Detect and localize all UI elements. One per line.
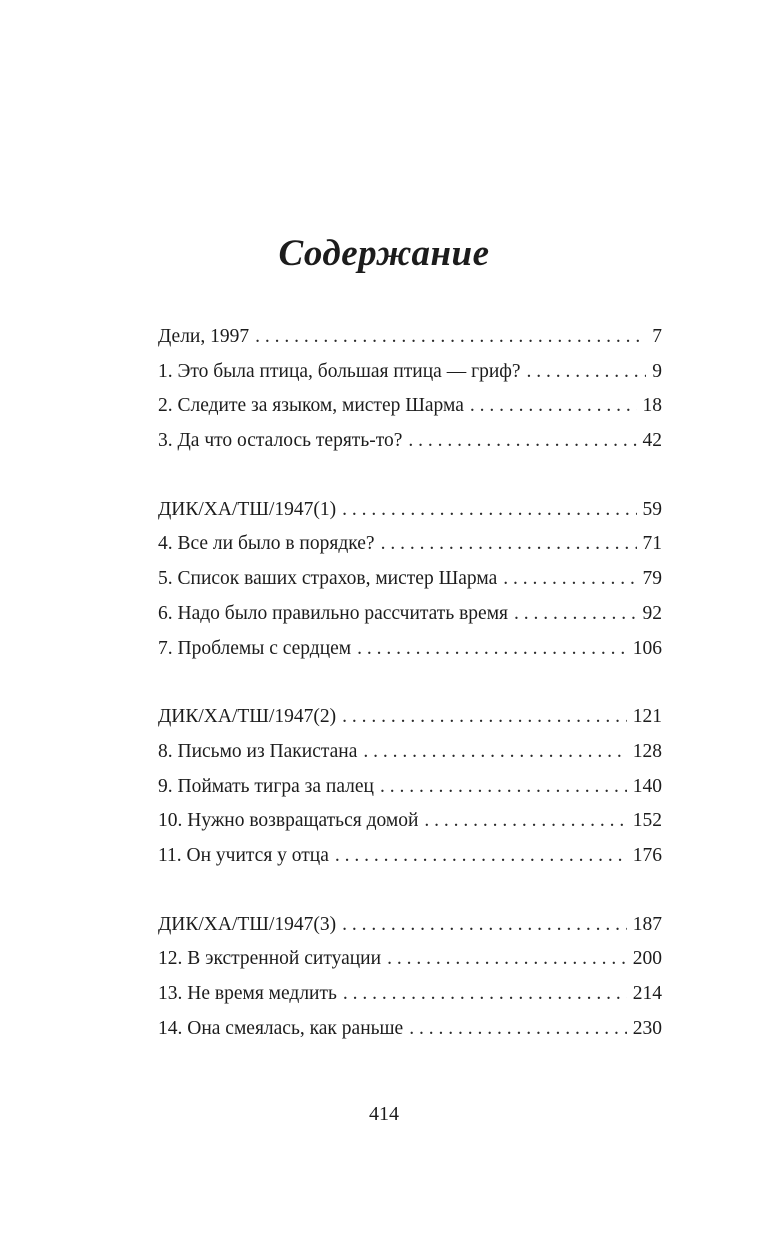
toc-entry-label: 5. Список ваших страхов, мистер Шарма bbox=[158, 568, 498, 590]
dot-leader bbox=[342, 493, 636, 528]
toc-entry-page: 106 bbox=[632, 637, 662, 659]
toc-entry-page: 152 bbox=[632, 810, 662, 832]
dot-leader bbox=[527, 355, 647, 390]
toc-entry bbox=[158, 839, 662, 874]
toc-entry-page: 128 bbox=[632, 740, 662, 762]
toc-entry-page: 121 bbox=[632, 706, 662, 728]
dot-leader bbox=[363, 735, 626, 770]
toc-entry-page: 9 bbox=[652, 360, 662, 382]
toc-entry bbox=[158, 908, 662, 943]
toc-section-4 bbox=[158, 908, 662, 1047]
toc-entry bbox=[158, 493, 662, 528]
toc-entry bbox=[158, 527, 662, 562]
toc-entry-page: 187 bbox=[632, 913, 662, 935]
dot-leader bbox=[343, 977, 627, 1012]
page-title: Содержание bbox=[278, 232, 490, 274]
toc-entry-label: 14. Она смеялась, как раньше bbox=[158, 1017, 404, 1039]
toc-entry-page: 200 bbox=[632, 948, 662, 970]
toc-section-1 bbox=[158, 320, 662, 459]
toc-entry bbox=[158, 700, 662, 735]
dot-leader bbox=[357, 632, 627, 667]
toc-entry bbox=[158, 562, 662, 597]
dot-leader bbox=[424, 804, 626, 839]
toc-entry-page: 79 bbox=[642, 568, 662, 590]
toc-entry-label: 13. Не время медлить bbox=[158, 983, 337, 1004]
toc-entry bbox=[158, 977, 662, 1012]
dot-leader bbox=[342, 908, 627, 943]
toc-entry-page: 92 bbox=[642, 602, 662, 624]
toc-entry-label: ДИК/ХА/ТШ/1947(2) bbox=[158, 706, 337, 728]
toc-section-3 bbox=[158, 700, 662, 873]
toc-entry bbox=[158, 320, 662, 355]
toc-entry-page: 71 bbox=[642, 533, 662, 555]
toc-entry-label: 4. Все ли было в порядке? bbox=[158, 533, 375, 555]
toc-entry-label: 11. Он учится у отца bbox=[158, 844, 329, 866]
toc-entry-page: 176 bbox=[632, 844, 662, 866]
toc-entry-label: 10. Нужно возвращаться домой bbox=[158, 810, 419, 832]
table-of-contents bbox=[158, 320, 662, 1080]
toc-entry-label: Дели, 1997 bbox=[158, 326, 250, 347]
toc-entry-label: ДИК/ХА/ТШ/1947(1) bbox=[158, 498, 337, 520]
toc-entry-label: 1. Это была птица, большая птица — гриф? bbox=[158, 360, 521, 382]
toc-entry-label: 6. Надо было правильно рассчитать время bbox=[158, 602, 509, 624]
toc-entry-page: 7 bbox=[652, 326, 662, 347]
toc-entry-page: 140 bbox=[632, 775, 662, 797]
toc-entry bbox=[158, 632, 662, 667]
toc-entry-page: 42 bbox=[642, 430, 662, 452]
dot-leader bbox=[408, 424, 636, 459]
dot-leader bbox=[387, 942, 627, 977]
toc-entry bbox=[158, 389, 662, 424]
dot-leader bbox=[255, 320, 646, 355]
toc-entry-page: 18 bbox=[642, 395, 662, 417]
toc-entry-label: 12. В экстренной ситуации bbox=[158, 948, 382, 970]
toc-entry bbox=[158, 942, 662, 977]
toc-entry bbox=[158, 770, 662, 805]
dot-leader bbox=[503, 562, 636, 597]
toc-entry bbox=[158, 355, 662, 390]
dot-leader bbox=[381, 527, 637, 562]
toc-entry bbox=[158, 597, 662, 632]
dot-leader bbox=[342, 700, 627, 735]
toc-entry bbox=[158, 804, 662, 839]
toc-entry bbox=[158, 735, 662, 770]
dot-leader bbox=[470, 389, 637, 424]
page-number: 414 bbox=[369, 1103, 399, 1125]
toc-entry-label: ДИК/ХА/ТШ/1947(3) bbox=[158, 913, 337, 935]
toc-entry-label: 8. Письмо из Пакистана bbox=[158, 740, 358, 762]
toc-entry-label: 3. Да что осталось терять-то? bbox=[158, 430, 403, 452]
toc-entry bbox=[158, 424, 662, 459]
toc-entry-label: 9. Поймать тигра за палец bbox=[158, 775, 374, 797]
toc-entry-label: 2. Следите за языком, мистер Шарма bbox=[158, 395, 464, 417]
toc-entry-page: 230 bbox=[632, 1017, 662, 1039]
toc-section-2 bbox=[158, 493, 662, 666]
dot-leader bbox=[514, 597, 636, 632]
toc-entry-page: 214 bbox=[632, 983, 662, 1004]
dot-leader bbox=[380, 770, 627, 805]
toc-entry-page: 59 bbox=[642, 498, 662, 520]
toc-entry bbox=[158, 1012, 662, 1047]
toc-entry-label: 7. Проблемы с сердцем bbox=[158, 637, 352, 659]
dot-leader bbox=[409, 1012, 627, 1047]
dot-leader bbox=[335, 839, 627, 874]
